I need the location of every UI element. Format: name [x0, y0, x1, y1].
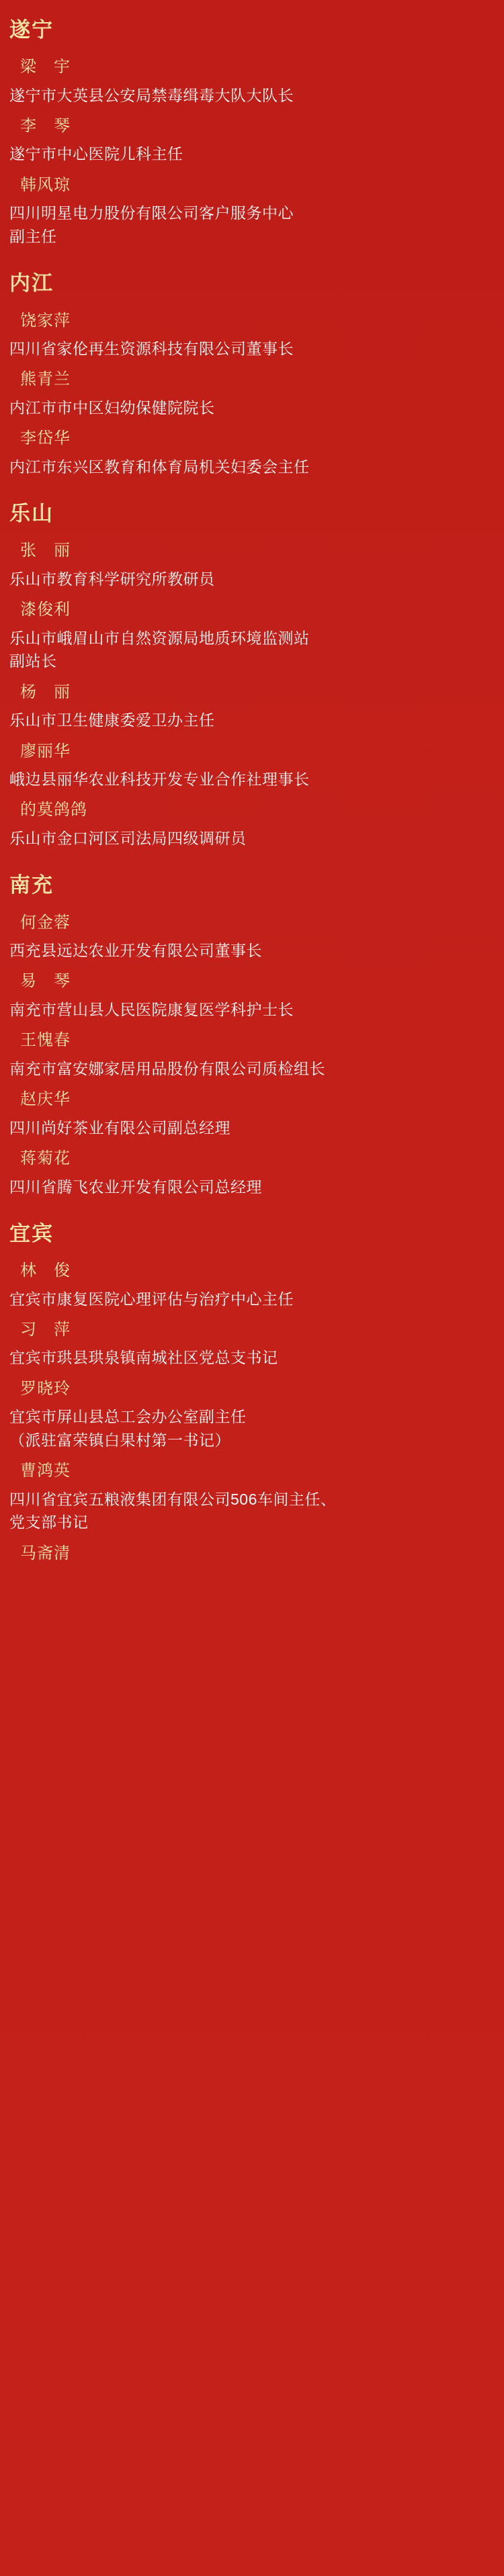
person-title: [0, 625, 504, 678]
person-name: 林 俊: [20, 1261, 71, 1280]
person-name: 漆俊利: [20, 601, 71, 619]
person-title-line: 四川省腾飞农业开发有限公司总经理: [9, 1178, 262, 1196]
person-entry: [0, 909, 504, 968]
person-name: 廖丽华: [20, 742, 71, 760]
person-name: 饶家萍: [20, 311, 71, 330]
person-entry: [0, 171, 504, 253]
person-title-line: 四川省家伦再生资源科技有限公司董事长: [9, 339, 294, 357]
person-title-line: 内江市市中区妇幼保健院院长: [9, 398, 215, 416]
person-title-line: 乐山市教育科学研究所教研员: [9, 570, 215, 588]
person-title-line: 乐山市峨眉山市自然资源局地质环境监测站: [9, 629, 310, 647]
person-title-line: 副站长: [9, 652, 57, 670]
person-title: [0, 336, 504, 366]
person-name: 王愧春: [20, 1031, 71, 1050]
person-entry: [0, 112, 504, 171]
city-section: [0, 1204, 504, 1568]
person-title: [0, 1345, 504, 1375]
person-name: 赵庆华: [20, 1090, 71, 1109]
city-heading: 南充: [9, 873, 54, 897]
person-title-line: 四川尚好茶业有限公司副总经理: [9, 1118, 230, 1137]
person-title: [0, 395, 504, 425]
person-title-line: 遂宁市大英县公安局禁毒缉毒大队大队长: [9, 86, 294, 104]
person-title-line: 宜宾市屏山县总工会办公室副主任: [9, 1408, 247, 1426]
person-entry: [0, 678, 504, 738]
person-name: 李 琴: [20, 117, 71, 136]
person-title: [0, 566, 504, 596]
person-title-line: 南充市营山县人民医院康复医学科护士长: [9, 1000, 294, 1018]
person-title: [0, 997, 504, 1027]
person-entry: [0, 738, 504, 797]
person-title: [0, 141, 504, 171]
person-title: [0, 707, 504, 738]
person-title-line: 南充市富安娜家居用品股份有限公司质检组长: [9, 1059, 325, 1077]
person-name: 习 萍: [20, 1321, 71, 1339]
person-name: 李岱华: [20, 429, 71, 448]
person-title-line: 副主任: [9, 227, 57, 245]
person-title: [0, 454, 504, 484]
person-title-line: 四川明星电力股份有限公司客户服务中心: [9, 204, 294, 222]
person-entry: [0, 1375, 504, 1457]
city-section: [0, 253, 504, 484]
person-title: [0, 1174, 504, 1204]
person-name: 杨 丽: [20, 682, 71, 701]
person-title: [0, 1286, 504, 1317]
person-name: 易 琴: [20, 972, 71, 991]
person-title-line: 宜宾市珙县珙泉镇南城社区党总支书记: [9, 1349, 278, 1367]
person-title-line: 遂宁市中心医院儿科主任: [9, 145, 183, 163]
person-title-line: 宜宾市康复医院心理评估与治疗中心主任: [9, 1290, 294, 1308]
city-heading: 乐山: [9, 502, 54, 526]
person-title: [0, 1056, 504, 1086]
city-section: [0, 855, 504, 1204]
person-name: 梁 宇: [20, 58, 71, 77]
person-name: 熊青兰: [20, 370, 71, 389]
person-entry: [0, 365, 504, 425]
person-title: [0, 1115, 504, 1145]
person-entry: [0, 1540, 504, 1568]
person-entry: [0, 967, 504, 1026]
person-entry: [0, 307, 504, 366]
person-entry: [0, 596, 504, 678]
person-title-line: （派驻富荣镇白果村第一书记）: [9, 1431, 230, 1449]
person-entry: [0, 425, 504, 484]
person-title-line: 党支部书记: [9, 1513, 89, 1531]
person-entry: [0, 1457, 504, 1539]
person-title: [0, 826, 504, 856]
city-heading: 遂宁: [9, 18, 54, 42]
person-name: 罗晓玲: [20, 1379, 71, 1398]
person-title: [0, 938, 504, 968]
person-title: [0, 766, 504, 797]
person-title-line: 乐山市金口河区司法局四级调研员: [9, 829, 247, 847]
person-title-line: 西充县远达农业开发有限公司董事长: [9, 941, 262, 959]
person-title: [0, 200, 504, 253]
person-name: 韩风琼: [20, 175, 71, 194]
person-name: 何金蓉: [20, 913, 71, 932]
person-title-line: 乐山市卫生健康委爱卫办主任: [9, 711, 215, 729]
person-entry: [0, 796, 504, 855]
person-entry: [0, 1145, 504, 1204]
city-section: [0, 0, 504, 253]
person-title-line: 四川省宜宾五粮液集团有限公司506车间主任、: [9, 1490, 337, 1508]
person-entry: [0, 53, 504, 112]
city-heading: 内江: [9, 271, 54, 296]
person-entry: [0, 537, 504, 596]
person-title: [0, 83, 504, 113]
person-title: [0, 1486, 504, 1540]
city-section: [0, 484, 504, 855]
person-name: 马斋清: [20, 1544, 71, 1562]
person-name: 曹鸿英: [20, 1462, 71, 1480]
person-title-line: 峨边县丽华农业科技开发专业合作社理事长: [9, 770, 310, 788]
person-name: 蒋菊花: [20, 1149, 71, 1168]
person-name: 的莫鸽鸽: [20, 801, 87, 819]
person-title: [0, 1404, 504, 1457]
person-entry: [0, 1257, 504, 1316]
person-title-line: 内江市东兴区教育和体育局机关妇委会主任: [9, 457, 310, 476]
person-name: 张 丽: [20, 541, 71, 560]
person-entry: [0, 1316, 504, 1375]
city-heading: 宜宾: [9, 1222, 54, 1245]
person-entry: [0, 1085, 504, 1145]
person-entry: [0, 1026, 504, 1085]
